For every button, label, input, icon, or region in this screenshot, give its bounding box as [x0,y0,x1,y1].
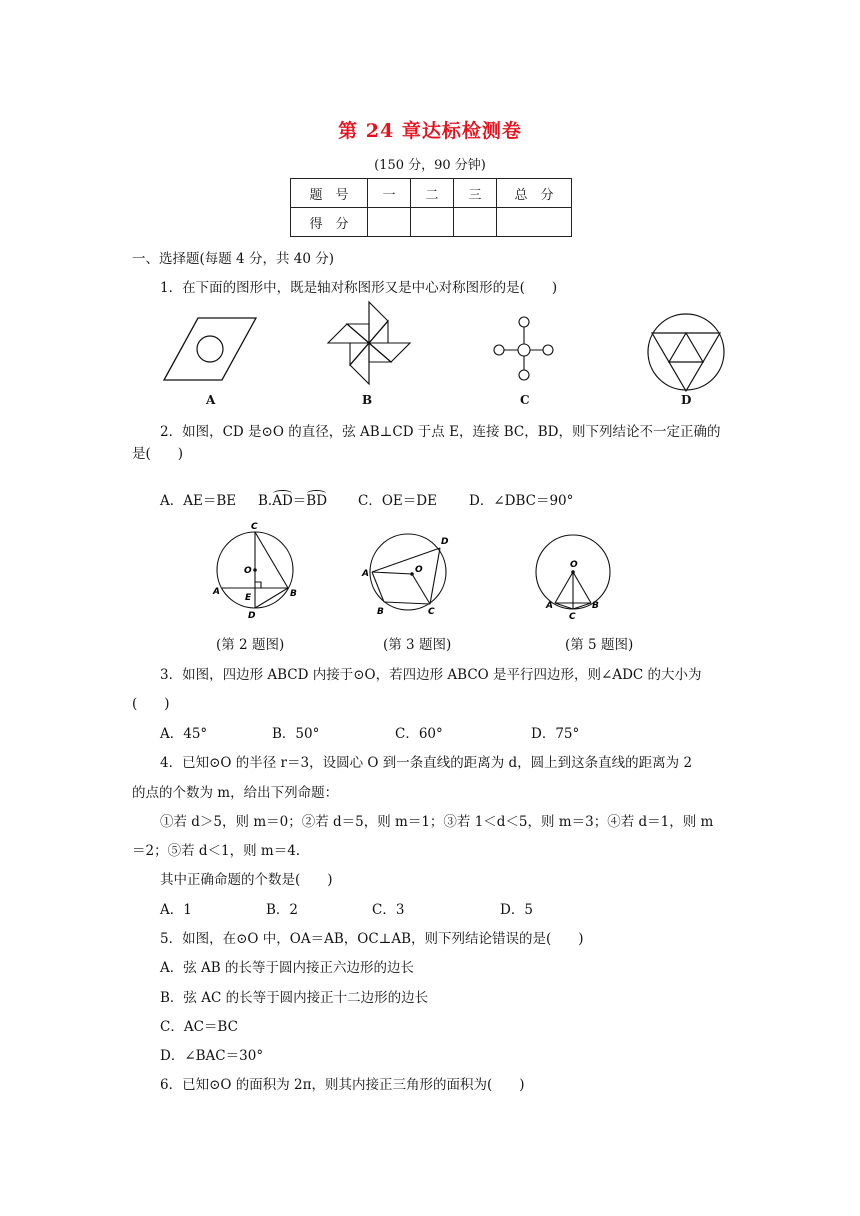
q1-figure-c [491,316,557,382]
arc-ad: AD [272,493,293,509]
fig5-label-b: B [592,601,599,611]
q3-stem-line2: ( ) [132,696,170,712]
q1-label-a: A [206,393,216,407]
q5-option-b: B．弦 AC 的长等于圆内接正十二边形的边长 [160,990,429,1006]
q5-option-c: C．AC＝BC [160,1019,238,1035]
q4-question: 其中正确命题的个数是( ) [160,872,333,888]
q4-stem-line1: 4．已知⊙O 的半径 r＝3，设圆心 O 到一条直线的距离为 d，圆上到这条直线的距离为 2 [160,755,693,771]
q2-option-b-eq: ＝ [292,493,307,509]
score-header-cell: 三 [454,179,497,208]
q3-option-c: C．60° [395,726,443,742]
fig2-label-c: C [251,522,258,532]
fig3-label-a: A [362,569,369,579]
q1-figure-b [326,300,412,386]
fig3-label-o: O [415,565,423,575]
fig3-label-d: D [441,537,449,547]
caption-fig3: (第 3 题图) [383,637,452,653]
q1-figure-d [646,312,726,392]
q6-stem: 6．已知⊙O 的面积为 2π，则其内接正三角形的面积为( ) [160,1077,525,1093]
score-table-header-row [291,179,572,208]
fig3-label-c: C [428,607,435,617]
fig2-label-d: D [248,611,256,621]
score-header-cell: 一 [368,179,411,208]
q4-option-a: A．1 [160,902,192,918]
q2-option-b [258,489,327,509]
q3-option-d: D．75° [531,726,580,742]
score-cell [497,208,572,237]
q1-label-b: B [362,393,373,407]
q4-option-b: B．2 [266,902,299,918]
score-cell [454,208,497,237]
q1-label-d: D [681,393,692,407]
q5-option-d: D．∠BAC＝30° [160,1048,264,1064]
score-cell [368,208,411,237]
fig2-label-e: E [245,593,252,603]
caption-fig5: (第 5 题图) [565,637,634,653]
fig2-label-o: O [244,566,252,576]
fig3-label-b: B [377,607,384,617]
q3-option-a: A．45° [160,726,208,742]
figure-q2 [210,520,302,622]
q1-figure-a [160,312,260,384]
q2-option-c: C．OE＝DE [358,493,437,509]
fig5-label-a: A [546,601,553,611]
q2-option-d: D．∠DBC＝90° [469,493,574,509]
fig5-label-o: O [570,560,578,570]
page-subtitle: (150 分，90 分钟) [374,158,486,173]
figure-q5 [536,532,616,622]
q3-option-b: B．50° [272,726,320,742]
score-cell [411,208,454,237]
fig2-label-a: A [213,587,220,597]
section-heading: 一、选择题(每题 4 分，共 40 分) [132,251,334,267]
arc-bd: BD [306,493,328,509]
q4-option-d: D．5 [500,902,533,918]
score-header-cell: 二 [411,179,454,208]
q4-stem-line2: 的点的个数为 m，给出下列命题： [132,785,339,801]
page-title: 第 24 章达标检测卷 [338,120,522,142]
q4-props-line1: ①若 d＞5，则 m＝0；②若 d＝5，则 m＝1；③若 1＜d＜5，则 m＝3；④若 d＝1，则 m [160,814,714,830]
q4-option-c: C．3 [372,902,405,918]
q5-option-a: A．弦 AB 的长等于圆内接正六边形的边长 [160,960,415,976]
score-table-score-row [291,208,572,237]
score-header-cell: 总 分 [497,179,572,208]
q3-stem-line1: 3．如图，四边形 ABCD 内接于⊙O，若四边形 ABCO 是平行四边形，则∠ADC 的大小为 [160,667,702,683]
q2-option-a: A．AE＝BE [160,493,237,509]
q1-stem: 1．在下面的图形中，既是轴对称图形又是中心对称图形的是( ) [160,280,558,296]
q5-stem: 5．如图，在⊙O 中，OA＝AB，OC⊥AB，则下列结论错误的是( ) [160,931,584,947]
score-row-label: 得 分 [291,208,368,237]
q2-option-b-prefix: B. [258,493,273,509]
score-table [290,178,572,237]
fig2-label-b: B [290,589,297,599]
q1-label-c: C [520,393,530,407]
q2-stem-line2: 是( ) [132,446,184,462]
fig5-label-c: C [569,612,576,622]
figure-q3 [360,530,456,616]
score-header-cell: 题 号 [291,179,368,208]
q2-stem-line1: 2．如图，CD 是⊙O 的直径，弦 AB⊥CD 于点 E，连接 BC，BD，则下列结论不一定正确的 [160,424,721,440]
caption-fig2: (第 2 题图) [216,637,285,653]
q4-props-line2: ＝2；⑤若 d＜1，则 m＝4. [132,843,301,859]
